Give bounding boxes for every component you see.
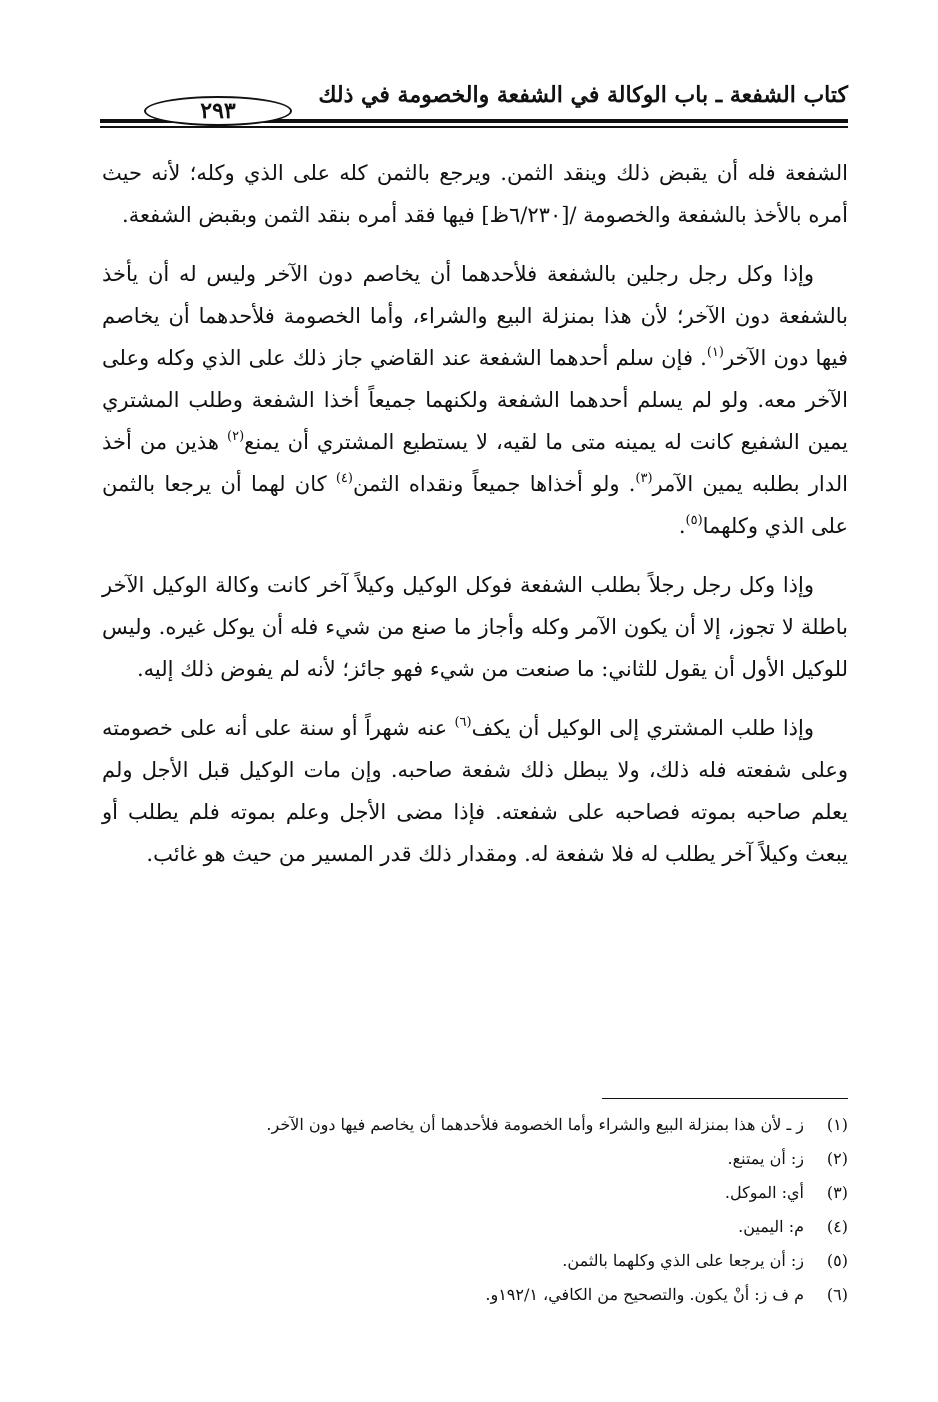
paragraph-4-part-b: عنه شهراً أو سنة على أنه على خصومته وعلى شفعته فله ذلك، ولا يبطل ذلك شفعة صاحبه. وإن مات الوكيل قبل الأجل ولم يعلم صاحبه بموته فصاحبه على شفعته. فإذا مضى الأجل وعلم بموته فلم يطلب أو يبعث وكيلاً آخر يطلب له فلا شفعة له. ومقدار ذلك قدر المسير من حيث هو غائب.	[102, 716, 848, 866]
paragraph-4-part-a: وإذا طلب المشتري إلى الوكيل أن يكف	[471, 716, 814, 740]
paragraph-2-part-f: .	[678, 514, 686, 538]
footnote-item	[88, 1142, 848, 1176]
paragraph-2	[102, 253, 848, 547]
paragraph-2-part-c: هذين من أخذ الدار بطلبه يمين الآمر	[102, 430, 848, 496]
running-title: كتاب الشفعة ـ باب الوكالة في الشفعة والخصومة في ذلك	[318, 82, 848, 108]
main-text	[102, 152, 848, 892]
paragraph-2-part-a: وإذا وكل رجل رجلين بالشفعة فلأحدهما أن يخاصم دون الآخر وليس له أن يأخذ بالشفعة دون الآخر؛ لأن هذا بمنزلة البيع والشراء، وأما الخصومة فلأحدهما أن يخاصم فيها دون الآخر	[102, 262, 848, 370]
footnote-number: (١)	[826, 1115, 848, 1134]
footnote-text: ز ـ لأن هذا بمنزلة البيع والشراء وأما الخصومة فلأحدهما أن يخاصم فيها دون الآخر.	[266, 1115, 804, 1134]
paragraph-2-part-e: كان لهما أن يرجعا بالثمن على الذي وكلهما	[102, 472, 848, 538]
paragraph-4	[102, 707, 848, 875]
footnote-ref-4[interactable]: (٤)	[335, 471, 353, 486]
page-number: ٢٩٣	[144, 96, 292, 126]
footnote-number: (٣)	[826, 1183, 848, 1202]
header-rule-thin	[100, 126, 848, 128]
footnote-text: ز: أن يرجعا على الذي وكلهما بالثمن.	[562, 1251, 804, 1270]
footnote-text: م: اليمين.	[738, 1217, 804, 1236]
footnote-separator	[602, 1098, 848, 1099]
footnote-number: (٤)	[826, 1217, 848, 1236]
footnote-ref-2[interactable]: (٢)	[227, 429, 245, 444]
paragraph-2-part-d: . ولو أخذاها جميعاً ونقداه الثمن	[352, 472, 636, 496]
footnote-item	[88, 1108, 848, 1142]
footnote-number: (٢)	[826, 1149, 848, 1168]
paragraph-3: وإذا وكل رجل رجلاً بطلب الشفعة فوكل الوكيل وكيلاً آخر كانت وكالة الوكيل الآخر باطلة لا تجوز، إلا أن يكون الآمر وكله وأجاز ما صنع من شيء فله أن يوكل غيره. وليس للوكيل الأول أن يقول للثاني: ما صنعت من شيء فهو جائز؛ لأنه لم يفوض ذلك إليه.	[102, 573, 848, 681]
page-header	[100, 78, 848, 132]
footnote-ref-5[interactable]: (٥)	[685, 513, 703, 528]
paragraph-1: الشفعة فله أن يقبض ذلك وينقد الثمن. ويرجع بالثمن كله على الذي وكله؛ لأنه حيث أمره بالأخذ بالشفعة والخصومة /[٦/٢٣٠ظ] فيها فقد أمره بنقد الثمن وبقبض الشفعة.	[102, 161, 848, 227]
footnote-ref-3[interactable]: (٣)	[635, 471, 653, 486]
footnote-text: أي: الموكل.	[724, 1183, 804, 1202]
footnote-number: (٦)	[826, 1285, 848, 1304]
footnote-item	[88, 1210, 848, 1244]
paragraph-2-part-b: . فإن سلم أحدهما الشفعة عند القاضي جاز ذلك على الذي وكله وعلى الآخر معه. ولو لم يسلم أحدهما الشفعة ولكنهما جميعاً أخذا الشفعة وطلب المشتري يمين الشفيع كانت له يمينه متى ما لقيه، لا يستطيع المشتري أن يمنع	[102, 346, 848, 454]
footnote-item	[88, 1278, 848, 1312]
footnote-ref-1[interactable]: (١)	[706, 345, 724, 360]
footnote-text: ز: أن يمتنع.	[727, 1149, 804, 1168]
footnote-item	[88, 1244, 848, 1278]
footnote-number: (٥)	[826, 1251, 848, 1270]
footnotes-list	[88, 1108, 848, 1312]
footnote-ref-6[interactable]: (٦)	[454, 715, 472, 730]
footnote-item	[88, 1176, 848, 1210]
footnote-text: م ف ز: أنْ يكون. والتصحيح من الكافي، ١٩٢/١و.	[485, 1285, 804, 1304]
